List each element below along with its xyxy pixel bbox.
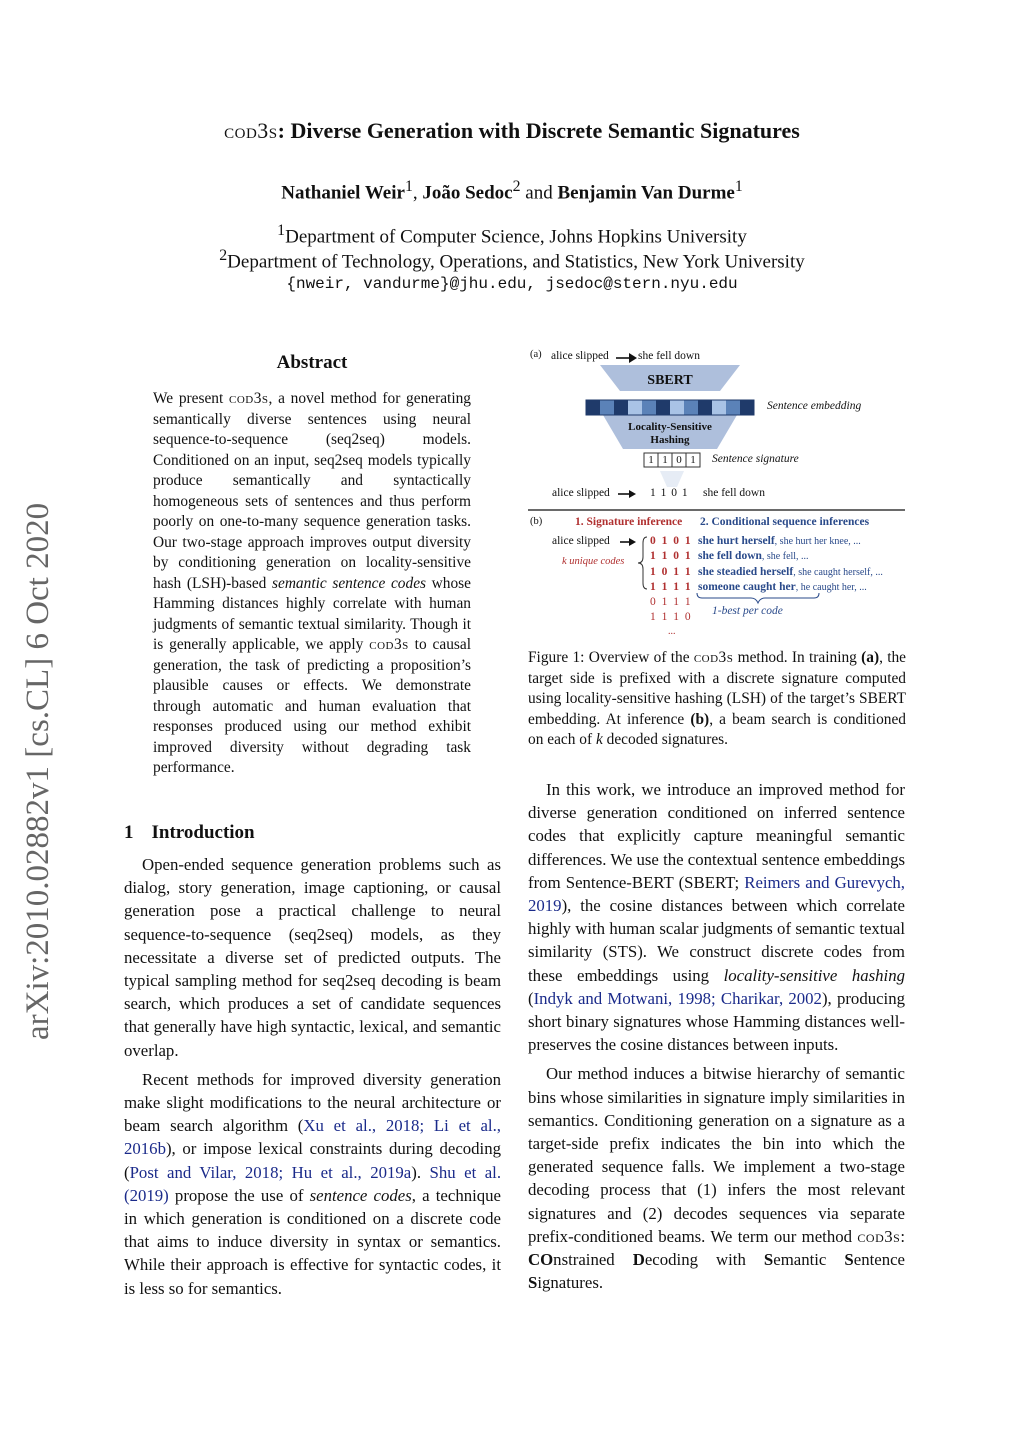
emphasis: sentence codes — [309, 1185, 412, 1205]
affil-text: Department of Computer Science, Johns Hopkins University — [285, 226, 747, 248]
other-sequences: , she caught herself, ... — [793, 566, 883, 578]
right-column-text — [528, 778, 905, 1294]
embedding-cell — [614, 400, 628, 415]
section-number: 1 — [124, 822, 134, 843]
embedding-cell — [712, 400, 726, 415]
text: Our method induces a bitwise hierarchy of semantic bins whose similarities in signature imply similarities in semantics. Conditioning generation on a signature as a target-side prefix indicates the bin into which the generated sequence falls. We implement a two-stage decoding process that (1) infers the most relevant signatures and (2) decodes sequences via separate prefix-conditioned beams. We term our method — [528, 1064, 905, 1246]
embedding-bar — [586, 400, 754, 415]
sequence-row — [698, 580, 883, 595]
arrow-icon — [616, 353, 637, 363]
citation-link[interactable]: Indyk and Motwani, 1998 — [533, 988, 712, 1008]
intro-text — [124, 853, 501, 1300]
emphasis: locality-sensitive hashing — [723, 965, 905, 985]
code-bits: 1 1 0 1 — [650, 550, 693, 563]
caption-text: Figure 1: Overview of the — [528, 649, 694, 666]
author-affil-sup: 2 — [512, 178, 521, 195]
lsh-label-line: Hashing — [650, 434, 690, 446]
codes-brace — [638, 537, 647, 589]
citation-link[interactable]: Xu et al., 2018 — [303, 1116, 420, 1136]
body-paragraph-1 — [528, 778, 905, 1056]
caption-text: decoded signatures. — [602, 731, 729, 748]
text: ignatures. — [537, 1273, 604, 1293]
code-bits: 1 1 1 1 — [650, 580, 693, 593]
onebest-label: 1-best per code — [712, 605, 783, 617]
other-sequences: , he caught her, ... — [795, 581, 867, 593]
code-bits-other: 1 1 1 0 — [650, 611, 693, 624]
step-1-label: 1. Signature inference — [575, 516, 683, 528]
text: In this work, we introduce an improved method for diverse generation conditioned on inferred sentence codes that explicitly capture meaningful semantic differences. We use the contextual sentence embeddings from Sentence-BERT (SBERT; — [528, 780, 905, 892]
arxiv-identifier: arXiv:2010.02882v1 [cs.CL] 6 Oct 2020 — [20, 502, 56, 1040]
caption-bold: (a) — [861, 649, 880, 666]
embedding-cell — [628, 400, 642, 415]
sequence-row — [698, 549, 883, 564]
embedding-cell — [642, 400, 656, 415]
training-input: alice slipped — [552, 487, 610, 499]
citation-link[interactable]: Shu et al. (2019) — [124, 1162, 502, 1205]
text: ), or impose lexical constraints during decoding ( — [124, 1139, 501, 1182]
signature-bit: 1 — [690, 454, 696, 466]
text: propose the use of — [168, 1185, 310, 1205]
affiliation-1 — [0, 222, 1024, 248]
embedding-cell — [726, 400, 740, 415]
embedding-label: Sentence embedding — [767, 400, 862, 412]
citation-link[interactable]: Post and Vilar, 2018 — [129, 1162, 279, 1182]
sequence-row — [698, 565, 883, 580]
signature-label: Sentence signature — [712, 453, 799, 465]
author-separator: and — [520, 182, 558, 204]
author-emails: {nweir, vandurme}@jhu.edu, jsedoc@stern.nyu.edu — [286, 275, 738, 293]
intro-paragraph-2 — [124, 1068, 501, 1300]
paper-title — [0, 118, 1024, 144]
arrow-icon — [620, 538, 636, 546]
text: ), the cosine distances between which correlate highly with human scalar judgments of semantic textual similarity (STS). We construct discrete codes from these embeddings using — [528, 896, 905, 985]
affil-text: Department of Technology, Operations, and Statistics, New York University — [227, 251, 805, 273]
training-target: she fell down — [703, 487, 765, 499]
author-affil-sup: 1 — [734, 178, 743, 195]
title-text: : Diverse Generation with Discrete Semantic Signatures — [277, 118, 800, 143]
method-name: cod3s — [228, 390, 269, 407]
best-sequence: she fell down — [698, 550, 762, 563]
embedding-cell — [586, 400, 600, 415]
text: ), producing short binary signatures whose Hamming distances well-preserves the cosine distances between inputs. — [528, 988, 905, 1055]
author-separator: , — [412, 182, 423, 204]
figure-1-caption — [528, 648, 906, 751]
signature-bit: 0 — [676, 454, 682, 466]
abstract-heading: Abstract — [276, 352, 348, 373]
text: entence — [853, 1250, 905, 1270]
code-bits-other: 0 1 1 1 — [650, 596, 693, 609]
citation-link[interactable]: Li et al., 2016b — [124, 1116, 501, 1159]
author-name: Benjamin Van Durme — [557, 182, 735, 204]
acronym-letter: S — [844, 1250, 854, 1270]
author-name: João Sedoc — [422, 182, 513, 204]
method-name: cod3s — [857, 1226, 901, 1246]
text: ecoding with — [644, 1250, 764, 1270]
other-sequences: , she hurt her knee, ... — [774, 536, 861, 547]
author-name: Nathaniel Weir — [281, 182, 405, 204]
signature-bit: 1 — [648, 454, 654, 466]
code-bits: 1 0 1 1 — [650, 565, 693, 578]
section-title: Introduction — [151, 822, 255, 843]
output-sentence: she fell down — [638, 350, 700, 362]
text: emantic — [773, 1250, 845, 1270]
citation-separator: ; — [711, 988, 721, 1008]
acronym-letter: S — [528, 1273, 538, 1293]
figure-1 — [525, 345, 910, 635]
citation-separator: ; — [419, 1116, 434, 1136]
embedding-cell — [740, 400, 754, 415]
inference-input: alice slipped — [552, 535, 610, 547]
section-heading-introduction — [124, 822, 255, 844]
signature-bits — [644, 453, 700, 467]
abstract-emphasis: semantic sentence codes — [272, 574, 427, 592]
best-sequence: she steadied herself — [698, 565, 794, 578]
text: , a technique in which generation is conditioned on a discrete code that aims to induce diversity in syntax or semantics. While their approach is effective for syntactic codes, it is less so for semantics. — [124, 1185, 501, 1298]
k-codes-label: k unique codes — [562, 556, 625, 567]
intro-paragraph-1: Open-ended sequence generation problems such as dialog, story generation, image captioning, or causal generation pose a practical challenge to neural sequence-to-sequence (seq2seq) models, as they necessitate a diverse set of predicted outputs. The typical sampling method for seq2seq decoding is beam search, which produces a set of candidate sequences that generally have high syntactic, lexical, and semantic overlap. — [124, 855, 501, 1060]
embedding-cell — [698, 400, 712, 415]
acronym-letter: S — [763, 1250, 774, 1270]
caption-text: , the target side is prefixed with a discrete signature computed using locality-sensitive hashing (LSH) of the target’s SBERT embedding. At inference — [528, 649, 907, 728]
abstract-text: whose Hamming distances highly correlate with human judgments of semantic textual similarity. Though it is generally applicable, we apply — [153, 574, 471, 653]
acronym-letter: D — [632, 1250, 645, 1270]
embedding-cell — [600, 400, 614, 415]
body-paragraph-2 — [528, 1062, 905, 1294]
embedding-cell — [656, 400, 670, 415]
input-sentence: alice slipped — [551, 350, 609, 362]
method-name: cod3s — [693, 649, 734, 666]
signature-bit: 1 — [662, 454, 668, 466]
other-sequences: , she fell, ... — [761, 551, 809, 563]
abstract-body — [153, 389, 471, 779]
citation-separator: ; — [278, 1162, 292, 1182]
sequence-list — [698, 534, 883, 595]
title-method-name: cod3s — [224, 118, 278, 143]
abstract-text: , a novel method for generating semantically diverse sentences using neural sequence-to-sequence (seq2seq) models. Conditioned on an input, seq2seq models typically produce semantically and syntactically homogeneous sets of sentences and thus perform poorly on one-to-many sequence generation tasks. Our two-stage approach improves output diversity by conditioning generation on locality-sensitive hash (LSH)-based — [153, 390, 471, 592]
text: nstrained — [553, 1250, 633, 1270]
abstract-text: We present — [153, 390, 229, 407]
text: : — [900, 1226, 905, 1246]
abstract-text: to causal generation, the task of predicting a proposition’s plausible causes or effects. We demonstrate through automatic and human evaluation that responses produced using our method exhibit improved diversity without degrading task performance. — [153, 636, 471, 776]
sequence-row — [698, 534, 883, 549]
training-prefix-bits: 1 1 0 1 — [650, 487, 689, 499]
best-sequence: someone caught her — [698, 580, 796, 593]
best-sequence: she hurt herself — [698, 535, 775, 547]
code-list — [650, 534, 692, 638]
code-bits: 0 1 0 1 — [650, 535, 693, 547]
code-ellipsis: ... — [668, 625, 676, 637]
text: ( — [528, 988, 534, 1008]
caption-text: method. In training — [733, 649, 862, 666]
author-list — [0, 178, 1024, 204]
affil-sup: 2 — [219, 247, 228, 264]
text: ). — [411, 1162, 430, 1182]
funnel-shape — [660, 471, 684, 487]
author-affil-sup: 1 — [404, 178, 413, 195]
citation-link[interactable]: Reimers and Gurevych, 2019 — [528, 872, 905, 916]
part-a-label: (a) — [530, 349, 542, 360]
caption-text: , a beam search is conditioned on each of — [528, 710, 907, 748]
method-name: cod3s — [369, 636, 409, 653]
affil-sup: 1 — [277, 222, 286, 239]
affiliation-2 — [0, 247, 1024, 273]
embedding-cell — [684, 400, 698, 415]
embedding-cell — [670, 400, 684, 415]
sbert-label: SBERT — [647, 373, 693, 388]
caption-bold: (b) — [690, 710, 710, 728]
caption-emphasis: k — [595, 731, 603, 748]
lsh-label — [603, 421, 737, 447]
citation-link[interactable]: Charikar, 2002 — [720, 988, 822, 1008]
part-b-label: (b) — [530, 516, 543, 527]
text: Recent methods for improved diversity generation make slight modifications to the neural architecture or beam search algorithm ( — [124, 1069, 501, 1136]
step-2-label: 2. Conditional sequence inferences — [700, 516, 870, 528]
arrow-icon — [618, 490, 636, 498]
lsh-label-line: Locality-Sensitive — [628, 421, 712, 433]
acronym-letter: CO — [528, 1250, 554, 1270]
citation-link[interactable]: Hu et al., 2019a — [291, 1162, 412, 1182]
